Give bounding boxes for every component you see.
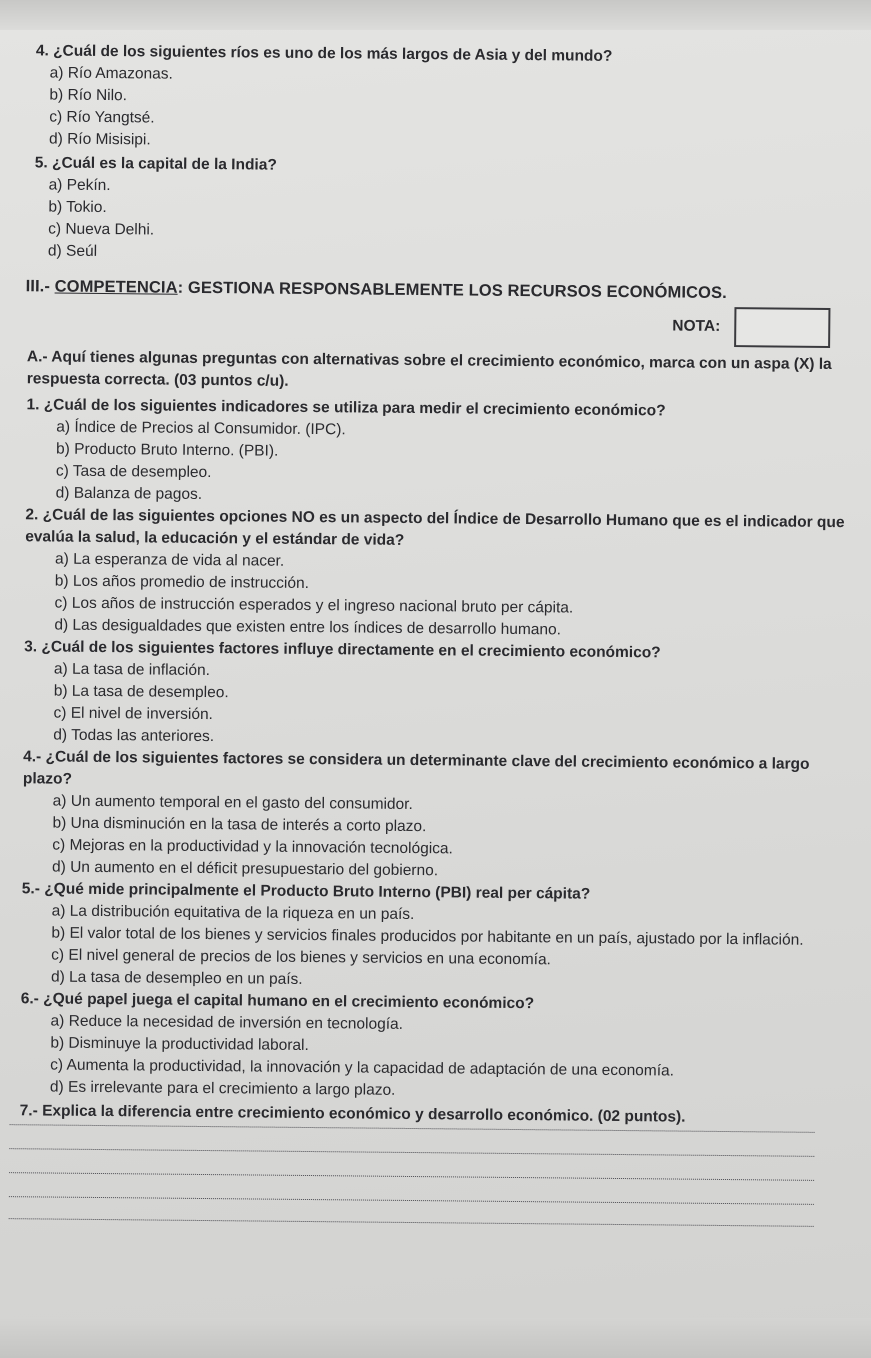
question-text: 4. ¿Cuál de los siguientes ríos es uno de los más largos de Asia y del mundo? — [35, 42, 613, 65]
option-d[interactable]: d) Las desigualdades que existen entre los índices de desarrollo humano. — [54, 616, 562, 639]
instructions-text: A.- Aquí tienes algunas preguntas con alternativas sobre el crecimiento económico, marca con un aspa (X) la respuesta correcta. (03 puntos c/u). — [26, 348, 832, 390]
question-text: 5.- ¿Qué mide principalmente el Producto Bruto Interno (PBI) real per cápita? — [21, 880, 591, 903]
option-c[interactable]: c) Mejoras en la productividad y la innovación tecnológica. — [52, 836, 453, 858]
question-block-1 — [26, 394, 860, 512]
question-text: 2. ¿Cuál de las siguientes opciones NO es un aspecto del Índice de Desarrollo Humano que es el indicador que evalúa la salud, la educación y el estándar de vida? — [25, 506, 845, 549]
option-b[interactable]: b) Producto Bruto Interno. (PBI). — [55, 440, 279, 460]
option-c[interactable]: c) Los años de instrucción esperados y el ingreso nacional bruto per cápita. — [54, 594, 574, 617]
grade-row — [0, 298, 868, 350]
paper-top-edge — [0, 0, 871, 30]
question-block-2 — [24, 504, 858, 644]
question-text: 3. ¿Cuál de los siguientes factores influye directamente en el crecimiento económico? — [24, 638, 661, 662]
option-a[interactable]: a) Reduce la necesidad de inversión en tecnología. — [50, 1012, 404, 1033]
option-c[interactable]: c) El nivel general de precios de los bienes y servicios en una economía. — [51, 946, 551, 969]
exam-content — [0, 40, 871, 1230]
option-b[interactable]: b) Los años promedio de instrucción. — [54, 572, 310, 592]
question-block-5 — [21, 878, 855, 996]
answer-line[interactable] — [9, 1196, 814, 1205]
option-b[interactable]: b) Una disminución en la tasa de interés a corto plazo. — [52, 814, 427, 836]
option-d[interactable]: d) Seúl — [47, 242, 98, 260]
option-d[interactable]: d) La tasa de desempleo en un país. — [50, 968, 303, 988]
option-c[interactable]: c) Aumenta la productividad, la innovación y la capacidad de adaptación de una economía. — [50, 1056, 675, 1080]
option-a[interactable]: a) La distribución equitativa de la riqueza en un país. — [51, 902, 415, 924]
grade-label: NOTA: — [672, 317, 721, 335]
instructions-block — [27, 346, 856, 398]
option-a[interactable]: a) Un aumento temporal en el gasto del consumidor. — [52, 792, 413, 813]
question-block-6 — [20, 988, 854, 1106]
option-d[interactable]: d) Es irrelevante para el crecimiento a largo plazo. — [49, 1078, 396, 1099]
option-a[interactable]: a) La tasa de inflación. — [53, 660, 211, 680]
section-keyword: COMPETENCIA — [54, 277, 178, 297]
option-b[interactable]: b) El valor total de los bienes y servicios finales producidos por habitante en un país, ajustado por la inflación. — [51, 924, 804, 949]
paper-bottom-edge — [0, 1318, 871, 1358]
option-b[interactable]: b) Tokio. — [48, 198, 107, 217]
section-roman: III.- — [25, 277, 55, 296]
option-c[interactable]: c) Tasa de desempleo. — [55, 462, 212, 482]
option-a[interactable]: a) Índice de Precios al Consumidor. (IPC). — [56, 418, 346, 439]
question-text: 1. ¿Cuál de los siguientes indicadores se utiliza para medir el crecimiento económico? — [26, 396, 666, 420]
option-c[interactable]: c) Río Yangtsé. — [49, 108, 155, 127]
answer-line[interactable] — [9, 1172, 814, 1181]
question-text: 6.- ¿Qué papel juega el capital humano en el crecimiento económico? — [20, 990, 535, 1013]
answer-line[interactable] — [9, 1218, 814, 1227]
option-d[interactable]: d) Un aumento en el déficit presupuestario del gobierno. — [51, 858, 439, 880]
question-block-3 — [23, 636, 857, 754]
option-d[interactable]: d) Balanza de pagos. — [55, 484, 203, 503]
section-rest: : GESTIONA RESPONSABLEMENTE LOS RECURSOS ECONÓMICOS. — [177, 278, 727, 302]
option-b[interactable]: b) La tasa de desempleo. — [53, 682, 229, 702]
question-text: 7.- Explica la diferencia entre crecimiento económico y desarrollo económico. (02 puntos). — [19, 1102, 686, 1126]
answer-line[interactable] — [9, 1148, 814, 1157]
question-text: 4.- ¿Cuál de los siguientes factores se considera un determinante clave del crecimiento económico a largo plazo? — [22, 748, 810, 788]
question-text: 5. ¿Cuál es la capital de la India? — [34, 154, 277, 174]
grade-box[interactable] — [734, 307, 830, 348]
option-c[interactable]: c) El nivel de inversión. — [53, 704, 213, 724]
option-b[interactable]: b) Río Nilo. — [49, 86, 128, 105]
option-a[interactable]: a) Pekín. — [48, 176, 111, 195]
answer-area[interactable] — [0, 1122, 861, 1230]
option-a[interactable]: a) La esperanza de vida al nacer. — [54, 550, 285, 570]
question-block-geo-4 — [35, 40, 871, 158]
question-block-geo-5 — [34, 152, 870, 270]
option-a[interactable]: a) Río Amazonas. — [49, 64, 173, 83]
option-d[interactable]: d) Río Misisipi. — [48, 130, 151, 149]
option-c[interactable]: c) Nueva Delhi. — [48, 220, 155, 239]
question-block-4 — [22, 746, 856, 886]
option-d[interactable]: d) Todas las anteriores. — [53, 726, 215, 746]
option-b[interactable]: b) Disminuye la productividad laboral. — [50, 1034, 309, 1055]
